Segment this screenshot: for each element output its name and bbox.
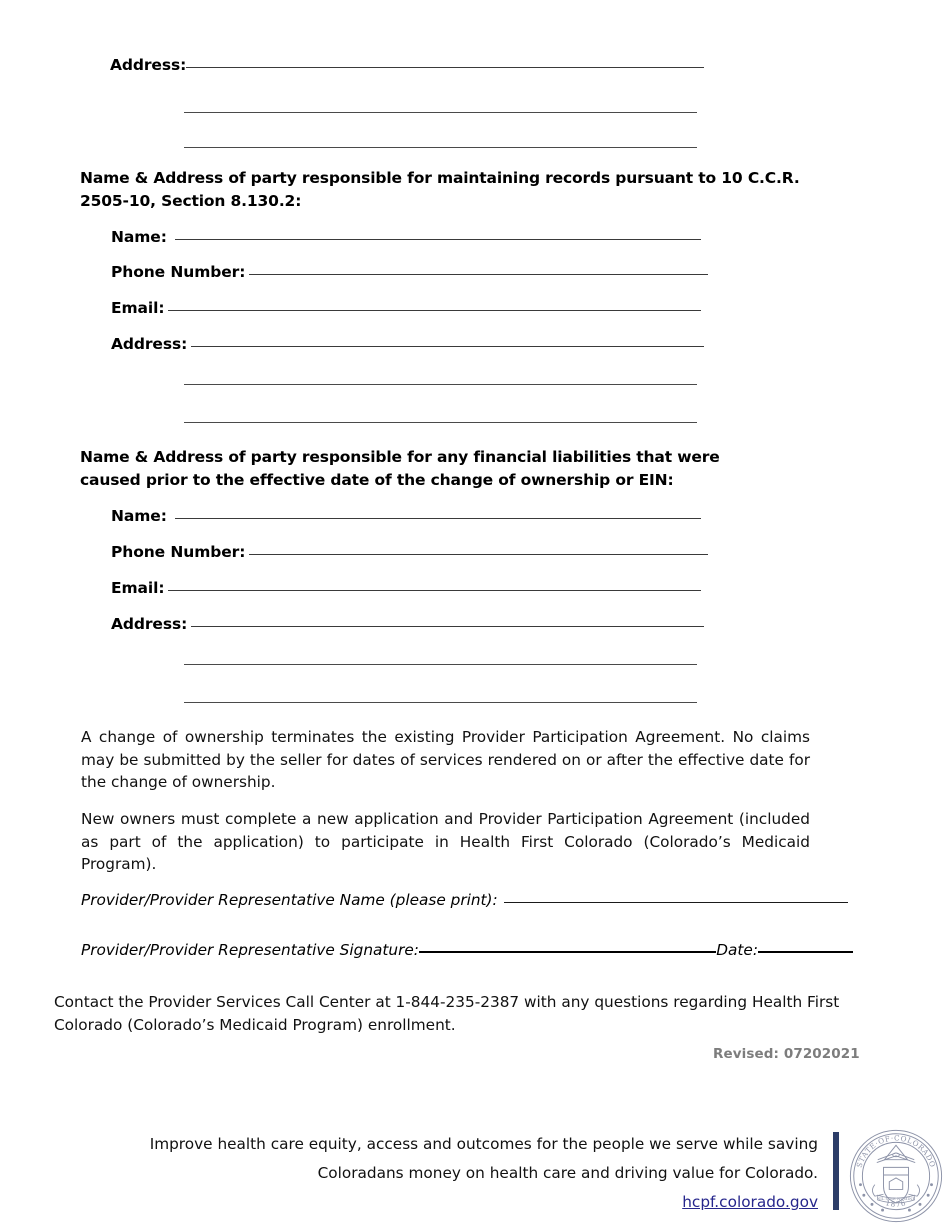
footer-mission-text [60,1130,818,1217]
svg-text:NIL SINE NUMINE: NIL SINE NUMINE [876,1196,916,1201]
field-row-address-top [110,56,704,74]
signature-label-signature: Provider/Provider Representative Signature: [81,941,419,959]
field-row-records-address [111,335,704,353]
field-underline-email[interactable] [168,310,701,311]
signature-underline-print-name[interactable] [504,902,848,903]
field-underline-phone-number[interactable] [249,554,708,555]
field-row-financial-email [111,579,701,597]
section-heading-records-party: Name & Address of party responsible for maintaining records pursuant to 10 C.C.R. 2505-10, Section 8.130.2: [80,169,800,210]
field-underline-financial-address-line3[interactable] [184,702,697,703]
field-row-financial-phone [111,543,708,561]
signature-underline-signature[interactable] [419,951,716,953]
field-row-records-name [111,228,701,246]
revised-date-label: Revised: 07202021 [713,1046,860,1062]
section-heading-financial-liabilities-party: Name & Address of party responsible for any financial liabilities that were caused prior to the effective date of the change of ownership or EIN: [80,448,720,489]
paragraph-new-owners-application: New owners must complete a new application and Provider Participation Agreement (included as part of the application) to participate in Health First Colorado (Colorado’s Medicaid Program). [81,810,810,873]
footer-divider [833,1132,839,1210]
paragraph-contact-call-center: Contact the Provider Services Call Center at 1-844-235-2387 with any questions regarding Health First Colorado (Colorado’s Medicaid Program) enrollment. [54,993,840,1034]
field-underline-name[interactable] [175,239,701,240]
field-underline-address[interactable] [191,626,704,627]
page-footer [0,1120,950,1230]
field-underline-address[interactable] [191,346,704,347]
field-label-address: Address: [110,56,187,74]
field-underline-email[interactable] [168,590,701,591]
field-label-email: Email: [111,579,165,597]
field-underline-records-address-line3[interactable] [184,422,697,423]
svg-text:1876: 1876 [884,1198,908,1209]
field-row-records-email [111,299,701,317]
state-of-colorado-seal-icon [848,1126,944,1226]
field-label-address: Address: [111,615,188,633]
field-label-name: Name: [111,507,167,525]
field-underline-name[interactable] [175,518,701,519]
footer-mission-line-2: money on health care and driving value for Colorado. [408,1164,818,1182]
paragraph-change-of-ownership-terminates: A change of ownership terminates the existing Provider Participation Agreement. No claims may be submitted by the seller for dates of services rendered on or after the effective date for the change of ownership. [81,728,810,791]
field-underline-records-address-line2[interactable] [184,384,697,385]
signature-label-print-name: Provider/Provider Representative Name (please print): [81,891,498,909]
field-underline-address-line2[interactable] [184,112,697,113]
footer-mission-line-1: Improve health care equity, access and outcomes for the people we serve while saving Coloradans [149,1135,818,1182]
field-label-phone-number: Phone Number: [111,263,246,281]
signature-label-date: Date: [716,941,758,959]
field-underline-address[interactable] [186,67,704,68]
field-underline-address-line3[interactable] [184,147,697,148]
signature-row-print-name [81,891,848,909]
field-label-name: Name: [111,228,167,246]
field-label-phone-number: Phone Number: [111,543,246,561]
field-underline-phone-number[interactable] [249,274,708,275]
field-row-records-phone [111,263,708,281]
svg-text:STATE·OF·COLORADO: STATE·OF·COLORADO [854,1133,938,1169]
field-underline-financial-address-line2[interactable] [184,664,697,665]
field-row-financial-name [111,507,701,525]
signature-row-signature-and-date [81,941,853,959]
field-label-address: Address: [111,335,188,353]
signature-underline-date[interactable] [758,951,853,953]
field-label-email: Email: [111,299,165,317]
footer-website-link[interactable]: hcpf.colorado.gov [682,1193,818,1211]
field-row-financial-address [111,615,704,633]
